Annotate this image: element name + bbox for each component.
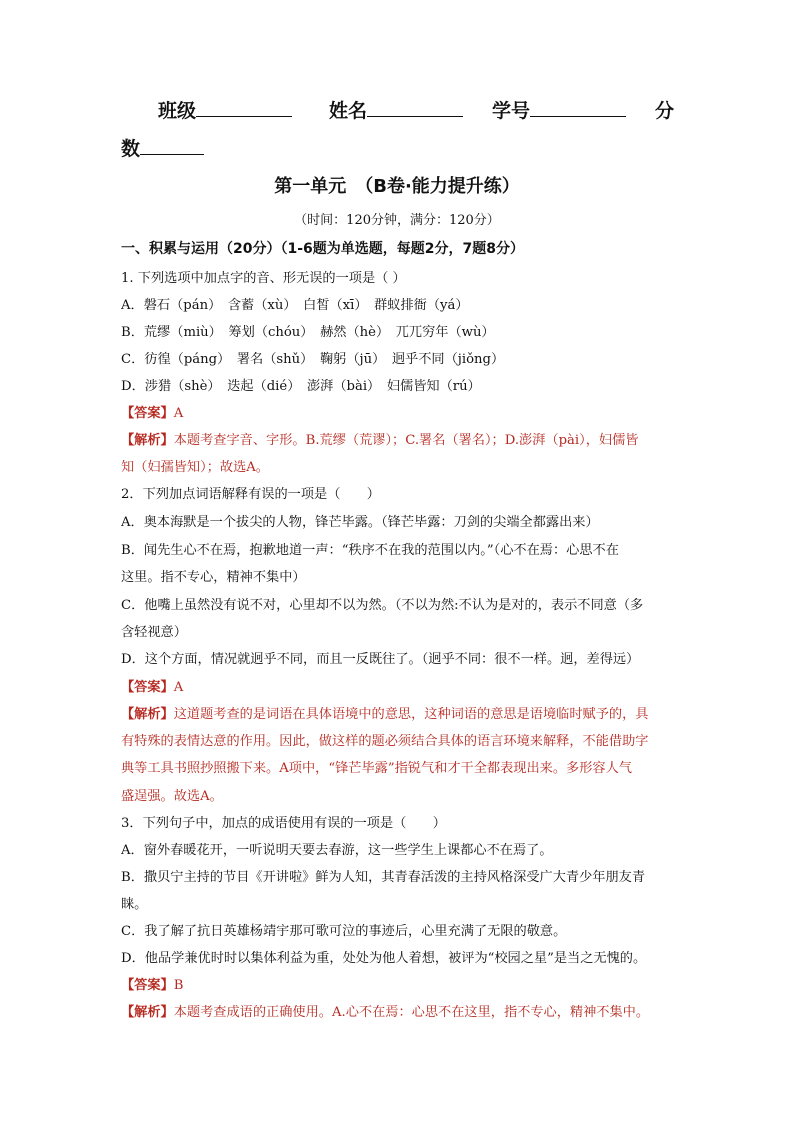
class-label: 班级	[158, 100, 197, 122]
q1-analysis-tag: 【解析】	[121, 433, 174, 448]
q2-answer	[121, 676, 681, 695]
q3-answer-value: B	[173, 978, 184, 993]
q2-analysis-text-1: 这道题考查的是词语在具体语境中的意思，这种词语的意思是语境临时赋予的，具	[173, 707, 649, 722]
section-heading: 一、积累与运用（20分）（1-6题为单选题，每题2分，7题8分）	[121, 241, 524, 257]
name-field	[329, 96, 463, 123]
q3-option-d: D．他品学兼优时时以集体利益为重，处处为他人着想，被评为“校园之星”是当之无愧的。	[121, 951, 647, 966]
q1-answer	[121, 402, 681, 421]
q3-stem: 3．下列句子中，加点的成语使用有误的一项是（ ）	[121, 816, 446, 831]
q2-option-c: C．他嘴上虽然没有说不对，心里却不以为然。（不以为然:不认为是对的，表示不同意（多	[121, 598, 644, 613]
q1-option-c: C．彷徨（páng） 署名（shǔ） 鞠躬（jū） 迥乎不同（jiǒng）	[121, 352, 505, 367]
class-blank	[196, 98, 292, 117]
time-score-note: （时间：120分钟，满分：120分）	[294, 213, 500, 228]
q1-option-d: D．涉猎（shè） 迭起（dié） 澎湃（bài） 妇儒皆知（rú）	[121, 379, 481, 394]
q2-analysis-line-1	[121, 703, 681, 722]
q1-analysis-line-2: 知（妇孺皆知）；故选A。	[121, 460, 269, 475]
q3-answer	[121, 974, 681, 993]
q2-option-a: A．奥本海默是一个拔尖的人物，锋芒毕露。（锋芒毕露：刀剑的尖端全都露出来）	[121, 515, 599, 530]
q2-answer-tag: 【答案】	[121, 680, 174, 695]
page-title: 第一单元 （B卷·能力提升练）	[274, 176, 520, 197]
name-label: 姓名	[329, 100, 368, 122]
q1-stem: 1. 下列选项中加点字的音、形无误的一项是（ ）	[121, 271, 406, 286]
q1-answer-value: A	[173, 406, 184, 421]
q3-option-c: C．我了解了抗日英雄杨靖宇那可歌可泣的事迹后，心里充满了无限的敬意。	[121, 924, 567, 939]
score-label-first-char: 分	[655, 100, 675, 122]
q2-analysis-line-4: 盛逞强。故选A。	[121, 789, 223, 804]
q1-analysis-line-1	[121, 429, 681, 448]
id-blank	[530, 98, 626, 117]
q2-option-c-cont: 含轻视意）	[121, 625, 187, 640]
q3-answer-tag: 【答案】	[121, 978, 174, 993]
q1-option-a: A．磐石（pán） 含蓄（xù） 白皙（xī） 群蚁排衙（yá）	[121, 298, 469, 313]
q3-option-a: A．窗外春暖花开，一听说明天要去春游，这一些学生上课都心不在焉了。	[121, 843, 553, 858]
q2-option-d: D．这个方面，情况就迥乎不同，而且一反既往了。（迥乎不同：很不一样。迥，差得远）	[121, 652, 640, 667]
score-blank	[140, 136, 204, 155]
score-field	[121, 134, 204, 161]
q2-analysis-line-3: 典等工具书照抄照搬下来。A项中，“锋芒毕露”指锐气和才干全都表现出来。多形容人气	[121, 761, 632, 776]
class-field	[158, 96, 292, 123]
q3-analysis-line-1	[121, 1001, 681, 1020]
q2-analysis-tag: 【解析】	[121, 707, 174, 722]
q2-answer-value: A	[173, 680, 184, 695]
score-label-second-char: 数	[121, 138, 141, 160]
q1-answer-tag: 【答案】	[121, 406, 174, 421]
q3-analysis-tag: 【解析】	[121, 1005, 174, 1020]
q2-stem: 2．下列加点词语解释有误的一项是（ ）	[121, 487, 380, 502]
name-blank	[367, 98, 463, 117]
q1-option-b: B．荒缪（miù） 筹划（chóu） 赫然（hè） 兀兀穷年（wù）	[121, 325, 495, 340]
q3-analysis-text-1: 本题考查成语的正确使用。A.心不在焉：心思不在这里，指不专心，精神不集中。	[173, 1005, 650, 1020]
q2-analysis-line-2: 有特殊的表情达意的作用。因此，做这样的题必须结合具体的语言环境来解释，不能借助字	[121, 734, 649, 749]
student-info-row	[0, 96, 794, 126]
q2-option-b: B．闻先生心不在焉，抱歉地道一声：“秩序不在我的范围以内。”（心不在焉：心思不在	[121, 543, 619, 558]
q2-option-b-cont: 这里。指不专心，精神不集中）	[121, 570, 306, 585]
q3-option-b-cont: 睐。	[121, 897, 148, 912]
q3-option-b: B．撒贝宁主持的节目《开讲啦》鲜为人知，其青春活泼的主持风格深受广大青少年朋友青	[121, 870, 645, 885]
id-field	[492, 96, 626, 123]
id-label: 学号	[492, 100, 531, 122]
q1-analysis-text-1: 本题考查字音、字形。B.荒缪（荒谬）；C.署名（署名）；D.澎湃（pài），妇儒皆	[173, 433, 639, 448]
